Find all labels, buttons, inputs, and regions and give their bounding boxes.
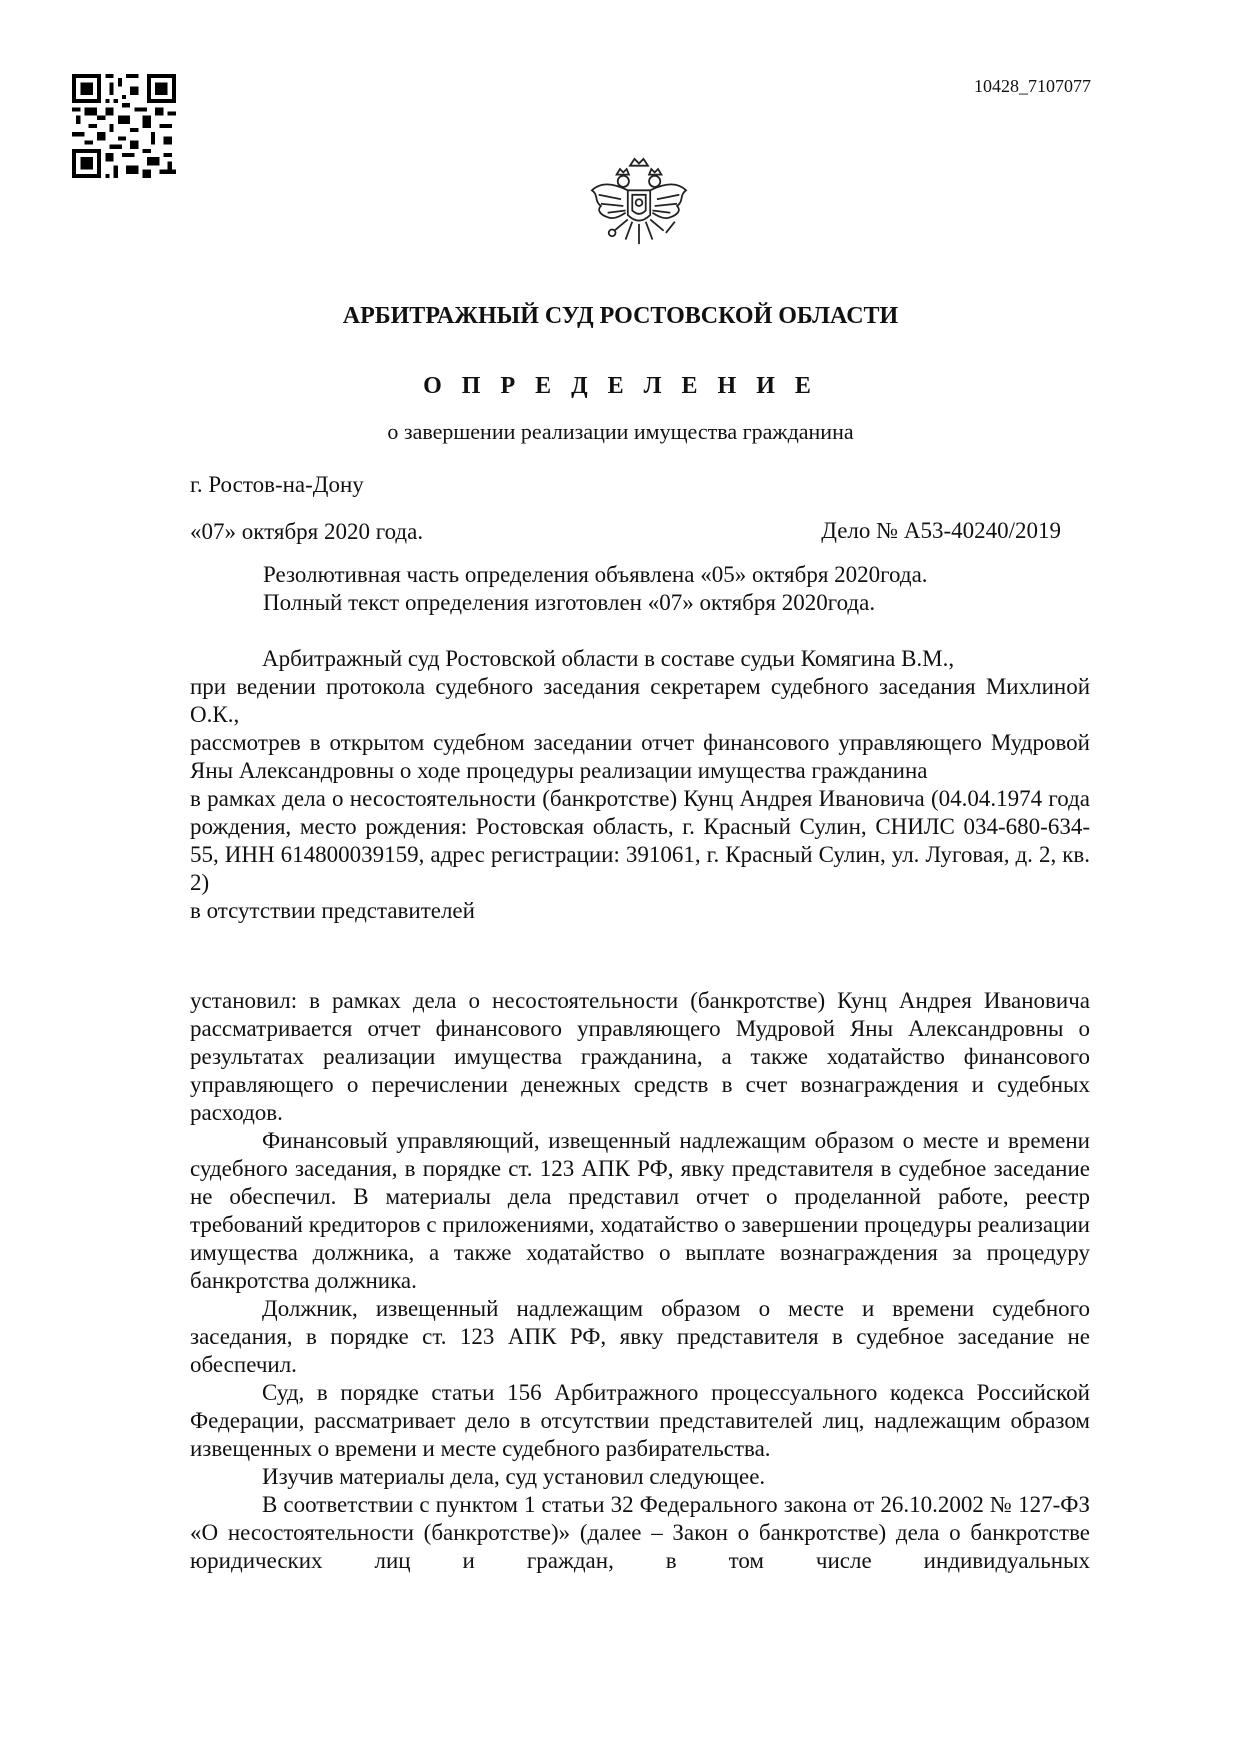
decision-date: «07» октября 2020 года.	[190, 519, 424, 544]
considering-line: рассмотрев в открытом судебном заседании отчет финансового управляющего Мудровой Яны Александровны о ходе процедуры реализации имущества гражданина	[190, 730, 1090, 783]
body-paragraph: Должник, извещенный надлежащим образом о месте и времени судебного заседания, в порядке ст. 123 АПК РФ, явку представителя в судебное заседание не обеспечил.	[190, 1296, 1090, 1377]
document-title: О П Р Е Д Е Л Е Н И Е	[423, 373, 818, 399]
full-text-date: Полный текст определения изготовлен «07» октября 2020года.	[263, 590, 876, 615]
coat-of-arms-icon	[583, 150, 695, 262]
court-name: АРБИТРАЖНЫЙ СУД РОСТОВСКОЙ ОБЛАСТИ	[342, 303, 899, 329]
body-paragraph: Суд, в порядке статьи 156 Арбитражного процессуального кодекса Российской Федерации, рассматривает дело в отсутствии представителей лиц, надлежащим образом извещенных о времени и месте судебного разбирательства.	[190, 1380, 1090, 1461]
court-composition: Арбитражный суд Ростовской области в составе судьи Комягина В.М.,	[262, 646, 955, 671]
city: г. Ростов-на-Дону	[190, 472, 364, 497]
resolution-announcement: Резолютивная часть определения объявлена «05» октября 2020года.	[263, 562, 928, 587]
secretary-line: при ведении протокола судебного заседания секретарем судебного заседания Михлиной О.К.,	[190, 674, 1090, 727]
case-frame-line: в рамках дела о несостоятельности (банкротстве) Кунц Андрея Ивановича (04.04.1974 года рождения, место рождения: Ростовская область, г. Красный Сулин, СНИЛС 034-680-634-55, ИНН 614800039159, адрес регистрации: 391061, г. Красный Сулин, ул. Луговая, д. 2, кв. 2)	[190, 786, 1090, 895]
body-paragraph: Финансовый управляющий, извещенный надлежащим образом о месте и времени судебного заседания, в порядке ст. 123 АПК РФ, явку представителя в судебное заседание не обеспечил. В материалы дела представил отчет о проделанной работе, реестр требований кредиторов с приложениями, ходатайство о завершении процедуры реализации имущества должника, а также ходатайство о выплате вознаграждения за процедуру банкротства должника.	[190, 1128, 1090, 1293]
body-paragraph: В соответствии с пунктом 1 статьи 32 Федерального закона от 26.10.2002 № 127-ФЗ «О несостоятельности (банкротстве)» (далее – Закон о банкротстве) дела о банкротстве юридических лиц и граждан, в том числе индивидуальных	[190, 1492, 1090, 1573]
case-number: Дело № А53-40240/2019	[821, 518, 1061, 543]
body-paragraph: установил: в рамках дела о несостоятельности (банкротстве) Кунц Андрея Ивановича рассматривается отчет финансового управляющего Мудровой Яны Александровны о результатах реализации имущества гражданина, а также ходатайство финансового управляющего о перечислении денежных средств в счет вознаграждения и судебных расходов.	[190, 988, 1090, 1125]
absence-line: в отсутствии представителей	[190, 898, 475, 923]
intro-block	[190, 645, 1090, 925]
qr-code	[72, 74, 176, 178]
body-paragraph: Изучив материалы дела, суд установил следующее.	[262, 1464, 766, 1489]
document-number: 10428_7107077	[974, 76, 1091, 96]
document-subtitle: о завершении реализации имущества гражданина	[387, 419, 854, 444]
body-block	[190, 987, 1090, 1575]
